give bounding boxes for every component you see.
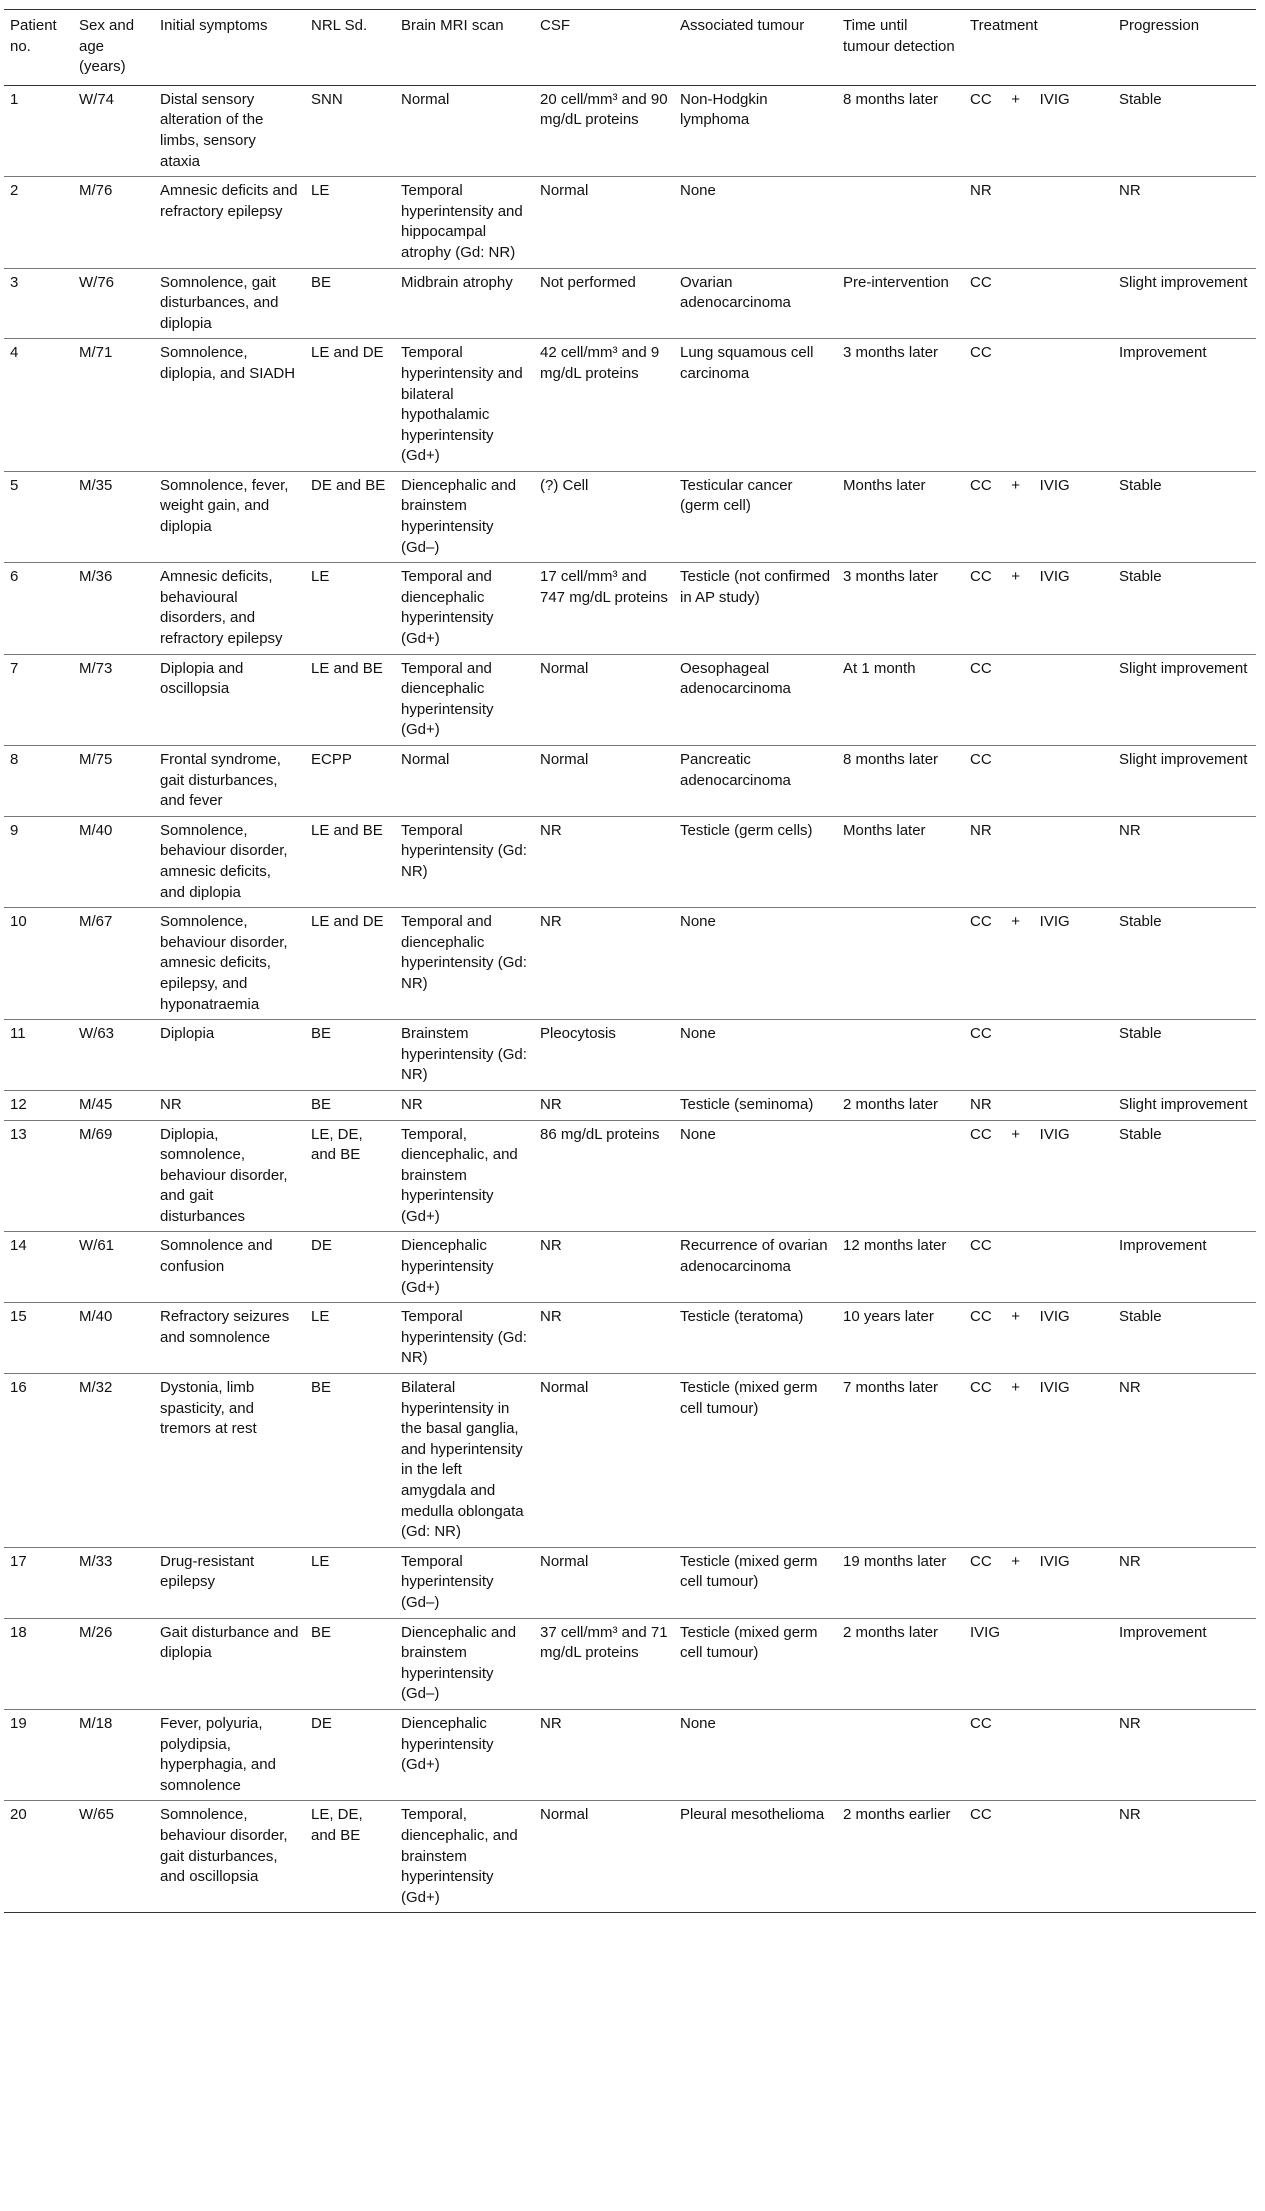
cell-time: 8 months later	[843, 751, 939, 768]
cell-symptoms: Fever, polyuria, polydipsia, hyperphagia, and somnolence	[160, 1714, 276, 1794]
cell-progression: Stable	[1119, 1308, 1162, 1326]
cell-time: Months later	[843, 821, 926, 839]
cell-no: 13	[10, 1125, 27, 1143]
cell-nrl: LE and BE	[311, 659, 383, 677]
cell-tumour: None	[680, 1714, 716, 1732]
cell-sex: M/36	[79, 568, 113, 586]
cell-nrl: LE, DE, and BE	[311, 1806, 363, 1844]
cell-symptoms: Amnesic deficits and refractory epilepsy	[160, 182, 298, 220]
cell-csf: Normal	[540, 1552, 589, 1570]
cell-symptoms: Somnolence, gait disturbances, and diplopia	[160, 273, 279, 332]
cell-tumour: Testicle (mixed germ cell tumour)	[680, 1623, 818, 1662]
cell-treatment: IVIG	[970, 1623, 1001, 1641]
treatment-first: CC	[970, 90, 992, 108]
cell-progression: Slight improvement	[1119, 659, 1248, 677]
cell-time: 2 months earlier	[843, 1806, 951, 1824]
cell-tumour: Oesophageal adenocarcinoma	[680, 659, 791, 698]
cell-nrl: DE	[311, 1714, 332, 1732]
cell-mri: Diencephalic and brainstem hyperintensity (Gd–)	[401, 1623, 517, 1703]
cell-time: 2 months later	[843, 1623, 939, 1641]
cell-symptoms: Diplopia	[160, 1025, 215, 1043]
cell-csf: Normal	[540, 1806, 589, 1824]
cell-treatment: CC	[970, 659, 992, 677]
column-header-csf: CSF	[540, 17, 570, 34]
cell-no: 1	[10, 90, 19, 108]
treatment-plus: +	[1011, 90, 1021, 108]
cell-time: 19 months later	[843, 1552, 947, 1570]
cell-treatment	[964, 1303, 1113, 1374]
cell-sex: M/73	[79, 659, 113, 677]
cell-nrl: LE	[311, 1308, 330, 1326]
cell-progression: NR	[1119, 1379, 1141, 1397]
table-row	[4, 85, 1256, 176]
cell-treatment	[964, 563, 1113, 654]
cell-progression: Improvement	[1119, 1237, 1207, 1255]
treatment-plus: +	[1011, 568, 1021, 586]
cell-no: 17	[10, 1552, 27, 1570]
cell-progression: Stable	[1119, 568, 1162, 586]
cell-no: 7	[10, 659, 19, 677]
cell-csf: NR	[540, 913, 562, 931]
table-row	[4, 471, 1256, 562]
cell-nrl: ECPP	[311, 751, 352, 768]
cell-treatment	[964, 1120, 1113, 1232]
patient-table	[4, 9, 1256, 1913]
cell-mri: Temporal and diencephalic hyperintensity (Gd+)	[401, 659, 494, 739]
cell-sex: M/33	[79, 1552, 113, 1570]
cell-time: 3 months later	[843, 568, 939, 586]
cell-tumour: Testicle (mixed germ cell tumour)	[680, 1552, 818, 1591]
cell-treatment: CC	[970, 273, 992, 291]
cell-csf: Normal	[540, 182, 589, 200]
cell-no: 14	[10, 1237, 27, 1255]
treatment-second: IVIG	[1039, 90, 1070, 108]
cell-symptoms: Somnolence and confusion	[160, 1237, 273, 1276]
cell-sex: W/61	[79, 1237, 115, 1255]
cell-csf: Normal	[540, 1379, 589, 1397]
table-row	[4, 1303, 1256, 1374]
cell-no: 19	[10, 1714, 27, 1732]
cell-nrl: LE, DE, and BE	[311, 1125, 363, 1164]
cell-tumour: Testicle (seminoma)	[680, 1095, 814, 1113]
table-row	[4, 1547, 1256, 1618]
cell-treatment	[964, 908, 1113, 1020]
cell-nrl: BE	[311, 1623, 332, 1641]
cell-progression: Improvement	[1119, 344, 1207, 362]
cell-mri: Normal	[401, 90, 450, 108]
cell-mri: Temporal hyperintensity and bilateral hypothalamic hyperintensity (Gd+)	[401, 344, 523, 465]
cell-no: 16	[10, 1379, 27, 1397]
treatment-second: IVIG	[1039, 1379, 1070, 1397]
cell-no: 10	[10, 913, 27, 931]
table-row	[4, 1709, 1256, 1800]
cell-nrl: BE	[311, 1025, 332, 1043]
cell-symptoms: Diplopia and oscillopsia	[160, 659, 244, 698]
cell-no: 12	[10, 1095, 27, 1113]
cell-treatment: NR	[970, 182, 992, 200]
cell-progression: NR	[1119, 1806, 1141, 1824]
cell-time	[837, 908, 964, 1020]
cell-time: At 1 month	[843, 659, 916, 677]
cell-tumour: Testicular cancer (germ cell)	[680, 476, 793, 515]
cell-progression: NR	[1119, 1714, 1141, 1732]
cell-tumour: Testicle (mixed germ cell tumour)	[680, 1379, 818, 1417]
cell-treatment: NR	[970, 821, 992, 839]
column-header-time: Time until tumour detection	[843, 17, 955, 55]
cell-progression: Stable	[1119, 1125, 1162, 1143]
cell-mri: Bilateral hyperintensity in the basal ganglia, and hyperintensity in the left amygdala and medulla oblongata (Gd: NR)	[401, 1379, 524, 1541]
cell-progression: Stable	[1119, 1025, 1162, 1043]
cell-progression: Stable	[1119, 90, 1162, 108]
header-row	[4, 10, 1256, 86]
cell-time: 12 months later	[843, 1237, 947, 1255]
cell-nrl: LE	[311, 568, 330, 586]
treatment-first: CC	[970, 913, 992, 931]
cell-progression: Slight improvement	[1119, 1095, 1248, 1113]
cell-mri: Diencephalic and brainstem hyperintensity (Gd–)	[401, 476, 517, 556]
cell-csf: 37 cell/mm³ and 71 mg/dL proteins	[540, 1623, 668, 1662]
cell-nrl: LE and BE	[311, 821, 383, 839]
cell-csf: Normal	[540, 751, 589, 768]
treatment-second: IVIG	[1039, 1308, 1070, 1326]
cell-symptoms: Distal sensory alteration of the limbs, sensory ataxia	[160, 90, 264, 170]
cell-symptoms: NR	[160, 1095, 182, 1113]
cell-treatment	[964, 85, 1113, 176]
table-row	[4, 339, 1256, 472]
cell-tumour: Testicle (not confirmed in AP study)	[680, 568, 831, 606]
cell-symptoms: Somnolence, fever, weight gain, and diplopia	[160, 476, 289, 536]
treatment-second: IVIG	[1039, 913, 1070, 931]
treatment-plus: +	[1011, 1379, 1021, 1397]
cell-no: 20	[10, 1806, 27, 1824]
treatment-first: CC	[970, 1379, 992, 1397]
cell-time: 3 months later	[843, 344, 939, 362]
cell-symptoms: Refractory seizures and somnolence	[160, 1308, 290, 1346]
cell-time: Pre-intervention	[843, 273, 949, 291]
cell-no: 6	[10, 568, 19, 586]
cell-mri: NR	[401, 1095, 423, 1113]
cell-no: 4	[10, 344, 19, 362]
cell-nrl: BE	[311, 1379, 332, 1397]
cell-symptoms: Somnolence, behaviour disorder, gait disturbances, and oscillopsia	[160, 1806, 288, 1886]
cell-mri: Temporal hyperintensity and hippocampal atrophy (Gd: NR)	[401, 182, 523, 261]
cell-treatment	[964, 471, 1113, 562]
treatment-second: IVIG	[1039, 568, 1070, 586]
treatment-second: IVIG	[1039, 1125, 1070, 1143]
table-row	[4, 1374, 1256, 1548]
treatment-plus: +	[1011, 476, 1021, 494]
table-row	[4, 1090, 1256, 1120]
cell-nrl: LE	[311, 1552, 330, 1570]
cell-progression: Slight improvement	[1119, 273, 1248, 291]
treatment-plus: +	[1011, 1125, 1021, 1143]
treatment-second: IVIG	[1039, 1552, 1070, 1570]
cell-no: 2	[10, 182, 19, 200]
cell-mri: Diencephalic hyperintensity (Gd+)	[401, 1714, 494, 1774]
cell-sex: M/35	[79, 476, 113, 494]
cell-tumour: Pleural mesothelioma	[680, 1806, 825, 1824]
table-header	[4, 10, 1256, 86]
cell-no: 3	[10, 273, 19, 291]
treatment-first: CC	[970, 1125, 992, 1143]
treatment-second: IVIG	[1039, 476, 1070, 494]
table-row	[4, 177, 1256, 268]
cell-tumour: None	[680, 1125, 716, 1143]
cell-sex: M/69	[79, 1125, 113, 1143]
cell-mri: Midbrain atrophy	[401, 273, 513, 291]
table-row	[4, 268, 1256, 339]
table-row	[4, 1232, 1256, 1303]
cell-csf: NR	[540, 1308, 562, 1326]
cell-no: 11	[10, 1025, 26, 1043]
cell-time	[837, 1020, 964, 1091]
cell-symptoms: Frontal syndrome, gait disturbances, and fever	[160, 751, 281, 810]
cell-nrl: LE and DE	[311, 913, 384, 931]
cell-tumour: Pancreatic adenocarcinoma	[680, 751, 791, 789]
cell-sex: W/76	[79, 273, 115, 291]
cell-nrl: LE	[311, 182, 330, 200]
cell-tumour: Testicle (germ cells)	[680, 821, 813, 839]
cell-tumour: Testicle (teratoma)	[680, 1308, 804, 1326]
cell-sex: M/71	[79, 344, 113, 362]
cell-time	[837, 177, 964, 268]
cell-treatment	[964, 1374, 1113, 1548]
treatment-plus: +	[1011, 913, 1021, 931]
cell-sex: M/67	[79, 913, 113, 931]
cell-sex: W/63	[79, 1025, 115, 1043]
table-container	[4, 9, 1256, 1913]
cell-progression: NR	[1119, 1552, 1141, 1570]
table-row	[4, 563, 1256, 654]
cell-progression: NR	[1119, 182, 1141, 200]
cell-mri: Temporal hyperintensity (Gd: NR)	[401, 821, 527, 880]
cell-csf: (?) Cell	[540, 476, 589, 494]
column-header-sex: Sex and age (years)	[79, 17, 135, 76]
cell-tumour: Ovarian adenocarcinoma	[680, 273, 791, 312]
cell-nrl: BE	[311, 1095, 332, 1113]
cell-time: Months later	[843, 476, 926, 494]
cell-no: 15	[10, 1308, 27, 1326]
column-header-mri: Brain MRI scan	[401, 17, 504, 34]
table-row	[4, 816, 1256, 907]
cell-no: 9	[10, 821, 19, 839]
column-header-symptoms: Initial symptoms	[160, 17, 268, 34]
cell-mri: Temporal, diencephalic, and brainstem hyperintensity (Gd+)	[401, 1806, 518, 1906]
cell-progression: Slight improvement	[1119, 751, 1248, 768]
cell-tumour: Non-Hodgkin lymphoma	[680, 90, 768, 129]
cell-nrl: BE	[311, 273, 332, 291]
cell-treatment: CC	[970, 1025, 992, 1043]
cell-tumour: None	[680, 913, 716, 931]
cell-tumour: Recurrence of ovarian adenocarcinoma	[680, 1237, 828, 1276]
cell-csf: 17 cell/mm³ and 747 mg/dL proteins	[540, 568, 668, 606]
cell-tumour: None	[680, 1025, 716, 1043]
cell-csf: Pleocytosis	[540, 1025, 616, 1043]
cell-nrl: DE	[311, 1237, 332, 1255]
cell-symptoms: Diplopia, somnolence, behaviour disorder, and gait disturbances	[160, 1125, 288, 1225]
cell-symptoms: Somnolence, behaviour disorder, amnesic deficits, epilepsy, and hyponatraemia	[160, 913, 288, 1013]
cell-progression: Improvement	[1119, 1623, 1207, 1641]
cell-treatment: CC	[970, 751, 992, 768]
cell-progression: NR	[1119, 821, 1141, 839]
table-row	[4, 1120, 1256, 1232]
table-row	[4, 1020, 1256, 1091]
cell-treatment: CC	[970, 1806, 992, 1824]
cell-symptoms: Somnolence, diplopia, and SIADH	[160, 344, 296, 382]
cell-symptoms: Somnolence, behaviour disorder, amnesic deficits, and diplopia	[160, 821, 288, 901]
table-row	[4, 908, 1256, 1020]
cell-mri: Temporal, diencephalic, and brainstem hyperintensity (Gd+)	[401, 1125, 518, 1225]
cell-csf: Not performed	[540, 273, 636, 291]
cell-no: 5	[10, 476, 19, 494]
cell-time: 8 months later	[843, 90, 939, 108]
cell-sex: M/75	[79, 751, 113, 768]
cell-sex: M/18	[79, 1714, 113, 1732]
treatment-plus: +	[1011, 1308, 1021, 1326]
cell-time	[837, 1709, 964, 1800]
cell-mri: Brainstem hyperintensity (Gd: NR)	[401, 1025, 527, 1084]
cell-mri: Temporal hyperintensity (Gd–)	[401, 1552, 494, 1611]
cell-csf: NR	[540, 821, 562, 839]
column-header-treatment: Treatment	[970, 17, 1038, 34]
cell-sex: W/65	[79, 1806, 115, 1824]
table-row	[4, 1801, 1256, 1913]
cell-csf: NR	[540, 1237, 562, 1255]
cell-mri: Temporal and diencephalic hyperintensity (Gd: NR)	[401, 913, 527, 992]
cell-nrl: SNN	[311, 90, 343, 108]
cell-time	[837, 1120, 964, 1232]
cell-treatment: NR	[970, 1095, 992, 1113]
cell-no: 8	[10, 751, 19, 768]
cell-tumour: Lung squamous cell carcinoma	[680, 344, 814, 382]
cell-mri: Normal	[401, 751, 450, 768]
cell-sex: W/74	[79, 90, 115, 108]
treatment-first: CC	[970, 1308, 992, 1326]
cell-treatment: CC	[970, 344, 992, 362]
column-header-nrl: NRL Sd.	[311, 17, 368, 34]
table-body	[4, 85, 1256, 1913]
cell-csf: 20 cell/mm³ and 90 mg/dL proteins	[540, 90, 668, 129]
cell-symptoms: Dystonia, limb spasticity, and tremors at rest	[160, 1379, 257, 1438]
cell-treatment: CC	[970, 1714, 992, 1732]
cell-progression: Stable	[1119, 913, 1162, 931]
cell-sex: M/32	[79, 1379, 113, 1397]
cell-time: 2 months later	[843, 1095, 939, 1113]
table-row	[4, 746, 1256, 817]
treatment-first: CC	[970, 476, 992, 494]
treatment-plus: +	[1011, 1552, 1021, 1570]
cell-treatment: CC	[970, 1237, 992, 1255]
cell-mri: Diencephalic hyperintensity (Gd+)	[401, 1237, 494, 1296]
cell-csf: NR	[540, 1714, 562, 1732]
cell-csf: 86 mg/dL proteins	[540, 1125, 660, 1143]
cell-sex: M/40	[79, 821, 113, 839]
cell-symptoms: Drug-resistant epilepsy	[160, 1552, 255, 1591]
cell-tumour: None	[680, 182, 716, 200]
cell-no: 18	[10, 1623, 27, 1641]
cell-nrl: DE and BE	[311, 476, 386, 494]
cell-csf: Normal	[540, 659, 589, 677]
column-header-tumour: Associated tumour	[680, 17, 805, 34]
cell-mri: Temporal and diencephalic hyperintensity (Gd+)	[401, 568, 494, 648]
cell-progression: Stable	[1119, 476, 1162, 494]
cell-csf: 42 cell/mm³ and 9 mg/dL proteins	[540, 344, 660, 382]
cell-time: 7 months later	[843, 1379, 939, 1397]
treatment-first: CC	[970, 568, 992, 586]
cell-mri: Temporal hyperintensity (Gd: NR)	[401, 1308, 527, 1367]
cell-time: 10 years later	[843, 1308, 934, 1326]
cell-nrl: LE and DE	[311, 344, 384, 362]
cell-symptoms: Amnesic deficits, behavioural disorders, and refractory epilepsy	[160, 568, 283, 648]
table-row	[4, 654, 1256, 745]
column-header-no: Patient no.	[10, 17, 57, 55]
cell-sex: M/45	[79, 1095, 113, 1113]
cell-sex: M/76	[79, 182, 113, 200]
cell-sex: M/26	[79, 1623, 113, 1641]
cell-csf: NR	[540, 1095, 562, 1113]
cell-symptoms: Gait disturbance and diplopia	[160, 1623, 299, 1662]
cell-treatment	[964, 1547, 1113, 1618]
column-header-progression: Progression	[1119, 17, 1200, 34]
treatment-first: CC	[970, 1552, 992, 1570]
table-row	[4, 1618, 1256, 1709]
cell-sex: M/40	[79, 1308, 113, 1326]
